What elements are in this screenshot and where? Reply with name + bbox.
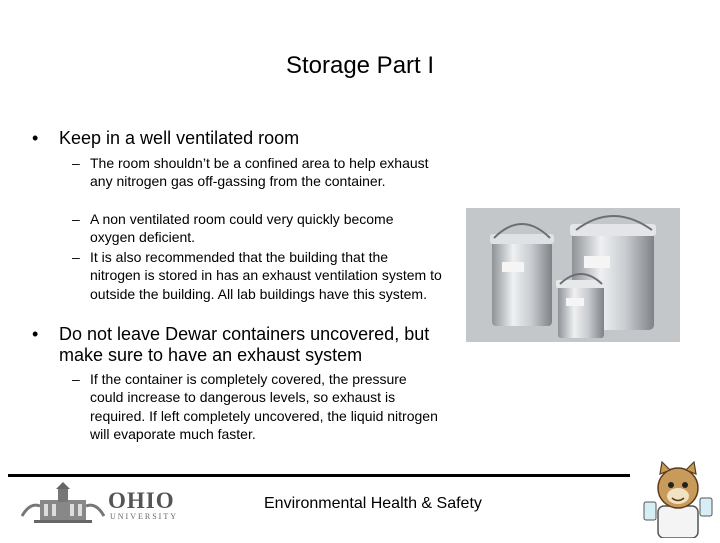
sub-bullet-symbol: – bbox=[72, 371, 80, 387]
sub-bullet-symbol: – bbox=[72, 155, 80, 171]
footer-divider bbox=[8, 474, 630, 477]
sub-bullet-1-2-text: A non ventilated room could very quickly become oxygen deficient. bbox=[90, 211, 394, 246]
sub-bullet-1-3-text: It is also recommended that the building that the nitrogen is stored in has an exhaust ventilation system to outside the building. All lab buildings have this system. bbox=[90, 249, 442, 302]
bullet-symbol: • bbox=[32, 128, 39, 148]
sub-bullet-symbol: – bbox=[72, 249, 80, 265]
bullet-1-text: Keep in a well ventilated room bbox=[59, 128, 300, 148]
dewar-containers-icon bbox=[466, 208, 680, 342]
bullet-symbol: • bbox=[32, 324, 39, 344]
bobcat-mascot-icon bbox=[640, 458, 716, 538]
sub-bullet-2-1-text: If the container is completely covered, the pressure could increase to dangerous levels, so exhaust is required. If left completely uncovered, the liquid nitrogen will evaporate much faster. bbox=[90, 371, 438, 442]
bobcat-mascot bbox=[640, 458, 716, 538]
slide-title: Storage Part I bbox=[285, 52, 435, 79]
ohio-logo-subtitle: UNIVERSITY bbox=[110, 512, 178, 521]
dewar-containers-photo bbox=[466, 208, 680, 342]
ohio-logo-word: OHIO bbox=[108, 488, 175, 513]
bullet-2-text: Do not leave Dewar containers uncovered, but make sure to have an exhaust system bbox=[59, 324, 430, 365]
footer-text: Environmental Health & Safety bbox=[264, 495, 482, 512]
sub-bullet-symbol: – bbox=[72, 211, 80, 227]
ohio-university-building-icon bbox=[20, 482, 106, 524]
sub-bullet-1-1-text: The room shouldn’t be a confined area to help exhaust any nitrogen gas off-gassing from the container. bbox=[90, 155, 429, 190]
